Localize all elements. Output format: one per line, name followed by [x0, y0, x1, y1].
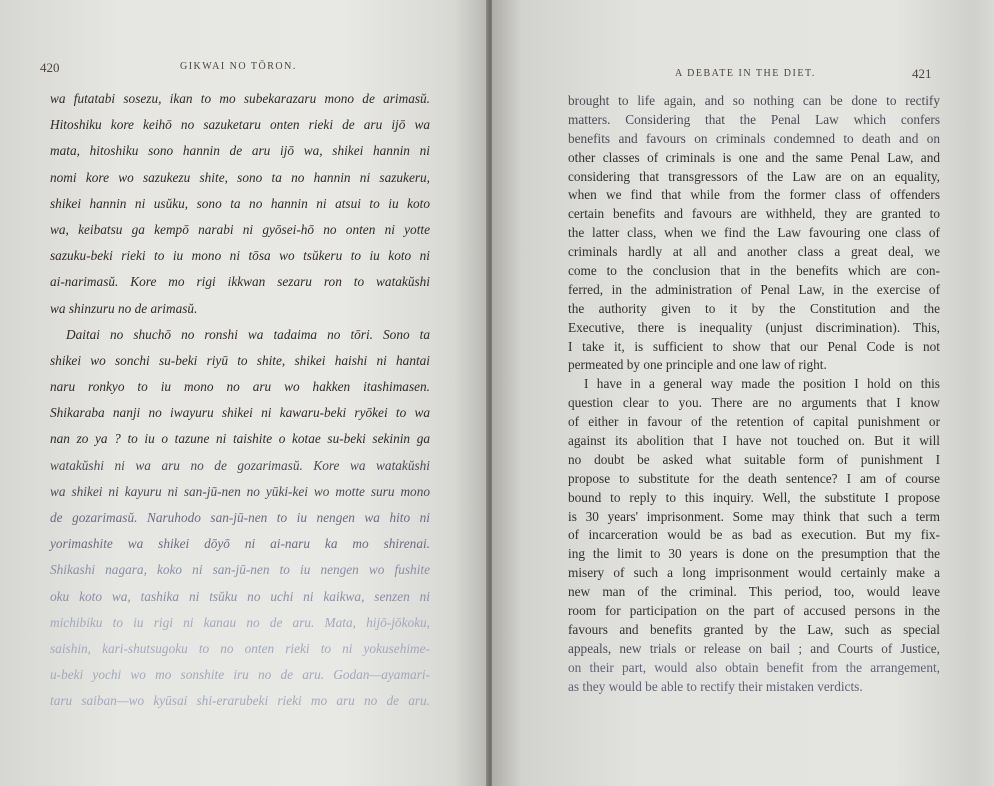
text-line: taru saiban—wo kyūsai shi-erarubeki rieki mo aru no de aru.	[50, 693, 430, 709]
text-line: matters. Considering that the Penal Law which confers	[568, 111, 940, 127]
text-line: watakŭshi ni wa aru no de gozarimasŭ. Kore wa watakŭshi	[50, 457, 430, 473]
text-line: ing the limit to 30 years is done on the presumption that the	[568, 546, 940, 562]
right-page-text	[568, 92, 940, 697]
text-line: I have in a general way made the position I hold on this	[584, 376, 940, 392]
text-line: other classes of criminals is one and the same Penal Law, and	[568, 149, 940, 165]
text-line: shikei wo sonchi su-beki riyū to shite, shikei haishi ni hantai	[50, 352, 430, 368]
text-line: Daitai no shuchō no ronshi wa tadaima no tōri. Sono ta	[66, 326, 430, 342]
text-line: appeals, new trials or release on bail ; and Courts of Justice,	[568, 640, 940, 656]
text-line: wa, keibatsu ga kempō narabi ni gyōsei-hō no onten ni yotte	[50, 221, 430, 237]
text-line: of incarceration would be as bad as execution. But my fix-	[568, 527, 940, 543]
text-line: new man of the criminal. This period, too, would leave	[568, 584, 940, 600]
text-line: Shikashi nagara, koko ni san-jū-nen to iu nengen wo fushite	[50, 562, 430, 578]
text-line: nan zo ya ? to iu o tazune ni taishite o kotae su-beki sekinin ga	[50, 431, 430, 447]
text-line: the authority given to it by the Constitution and the	[568, 300, 940, 316]
text-line: considering that transgressors of the Law are on an equality,	[568, 168, 940, 184]
text-line: u-beki yochi wo mo sonshite iru no de aru. Godan—ayamari-	[50, 667, 430, 683]
right-page-number: 421	[912, 66, 932, 81]
text-line: mata, hitoshiku sono hannin de aru ijō wa, shikei hannin ni	[50, 143, 430, 159]
left-page	[0, 0, 488, 786]
text-line: nomi kore wo sazukezu shite, sono ta no hannin ni sazukeru,	[50, 169, 430, 185]
text-line: wa shinzuru no de arimasŭ.	[50, 300, 198, 316]
left-page-number: 420	[40, 60, 60, 75]
text-line: shikei hannin ni usŭku, sono ta no hannin ni atsui to iu koto	[50, 195, 430, 211]
text-line: naru ronkyo to iu mono no aru wo hakken itashimasen.	[50, 379, 430, 395]
text-line: when we find that while from the former class of offenders	[568, 187, 940, 203]
text-line: certain benefits and favours are withheld, they are granted to	[568, 206, 940, 222]
text-line: of either in favour of the retention of capital punishment or	[568, 414, 940, 430]
text-line: bound to reply to this inquiry. Well, the substitute I propose	[568, 489, 940, 505]
text-line: propose to substitute for the death sentence? I am of course	[568, 470, 940, 486]
text-line: favours and benefits granted by the Law, such as special	[568, 621, 940, 637]
text-line: no doubt be asked what suitable form of punishment I	[568, 451, 940, 467]
text-line: permeated by one principle and one law of right.	[568, 357, 827, 373]
right-running-header: A DEBATE IN THE DIET.	[675, 68, 816, 79]
text-line: ai-narimasŭ. Kore mo rigi ikkwan sezaru ron to watakŭshi	[50, 274, 430, 290]
text-line: misery of such a long imprisonment would certainly make a	[568, 565, 940, 581]
text-line: room for participation on the part of accused persons in the	[568, 603, 940, 619]
text-line: benefits and favours on criminals condemned to death and on	[568, 130, 940, 146]
right-page	[492, 0, 994, 786]
text-line: brought to life again, and so nothing can be done to rectify	[568, 93, 940, 108]
left-running-header: GIKWAI NO TŌRON.	[180, 61, 297, 72]
text-line: michibiku to iu rigi ni kanau no de aru. Mata, hijō-jōkoku,	[50, 614, 430, 630]
text-line: question clear to you. There are no arguments that I know	[568, 395, 940, 411]
text-line: Executive, there is inequality (unjust discrimination). This,	[568, 319, 940, 335]
text-line: come to the conclusion that in the benefits which are con-	[568, 263, 940, 279]
text-line: is 30 years' imprisonment. Some may think that such a term	[568, 508, 940, 524]
text-line: ferred, in the administration of Penal Law, in the exercise of	[568, 281, 940, 297]
text-line: de gozarimasŭ. Naruhodo san-jū-nen to iu nengen wa hito ni	[50, 510, 430, 525]
text-line: wa shikei ni kayuru ni san-jū-nen no yūki-kei wo motte suru mono	[50, 483, 430, 499]
text-line: sazuku-beki rieki to iu mono ni tōsa wo tsŭkeru to iu koto ni	[50, 248, 430, 264]
text-line: on their part, would also obtain benefit from the arrangement,	[568, 659, 940, 675]
text-line: saishin, kari-shutsugoku to no onten rieki to ni yokusehime-	[50, 640, 430, 656]
text-line: the latter class, when we find the Law favouring one class of	[568, 225, 940, 241]
text-line: against its abolition that I have not touched on. But it will	[568, 433, 940, 449]
text-line: criminals hardly at all and another class a great deal, we	[568, 244, 940, 260]
text-line: oku koto wa, tashika ni tsŭku no uchi ni kaikwa, senzen ni	[50, 588, 430, 604]
text-line: Shikaraba nanji no iwayuru shikei ni kawaru-beki ryōkei to wa	[50, 405, 430, 421]
text-line: Hitoshiku kore keihō no sazuketaru onten rieki de aru ijō wa	[50, 117, 430, 133]
text-line: wa futatabi sosezu, ikan to mo subekarazaru mono de arimasŭ.	[50, 91, 430, 106]
text-line: as they would be able to rectify their mistaken verdicts.	[568, 678, 863, 694]
text-line: yorimashite wa shikei dōyō ni ai-naru ka mo shirenai.	[50, 536, 430, 552]
text-line: I take it, is sufficient to show that our Penal Code is not	[568, 338, 940, 354]
left-page-text	[50, 86, 430, 715]
